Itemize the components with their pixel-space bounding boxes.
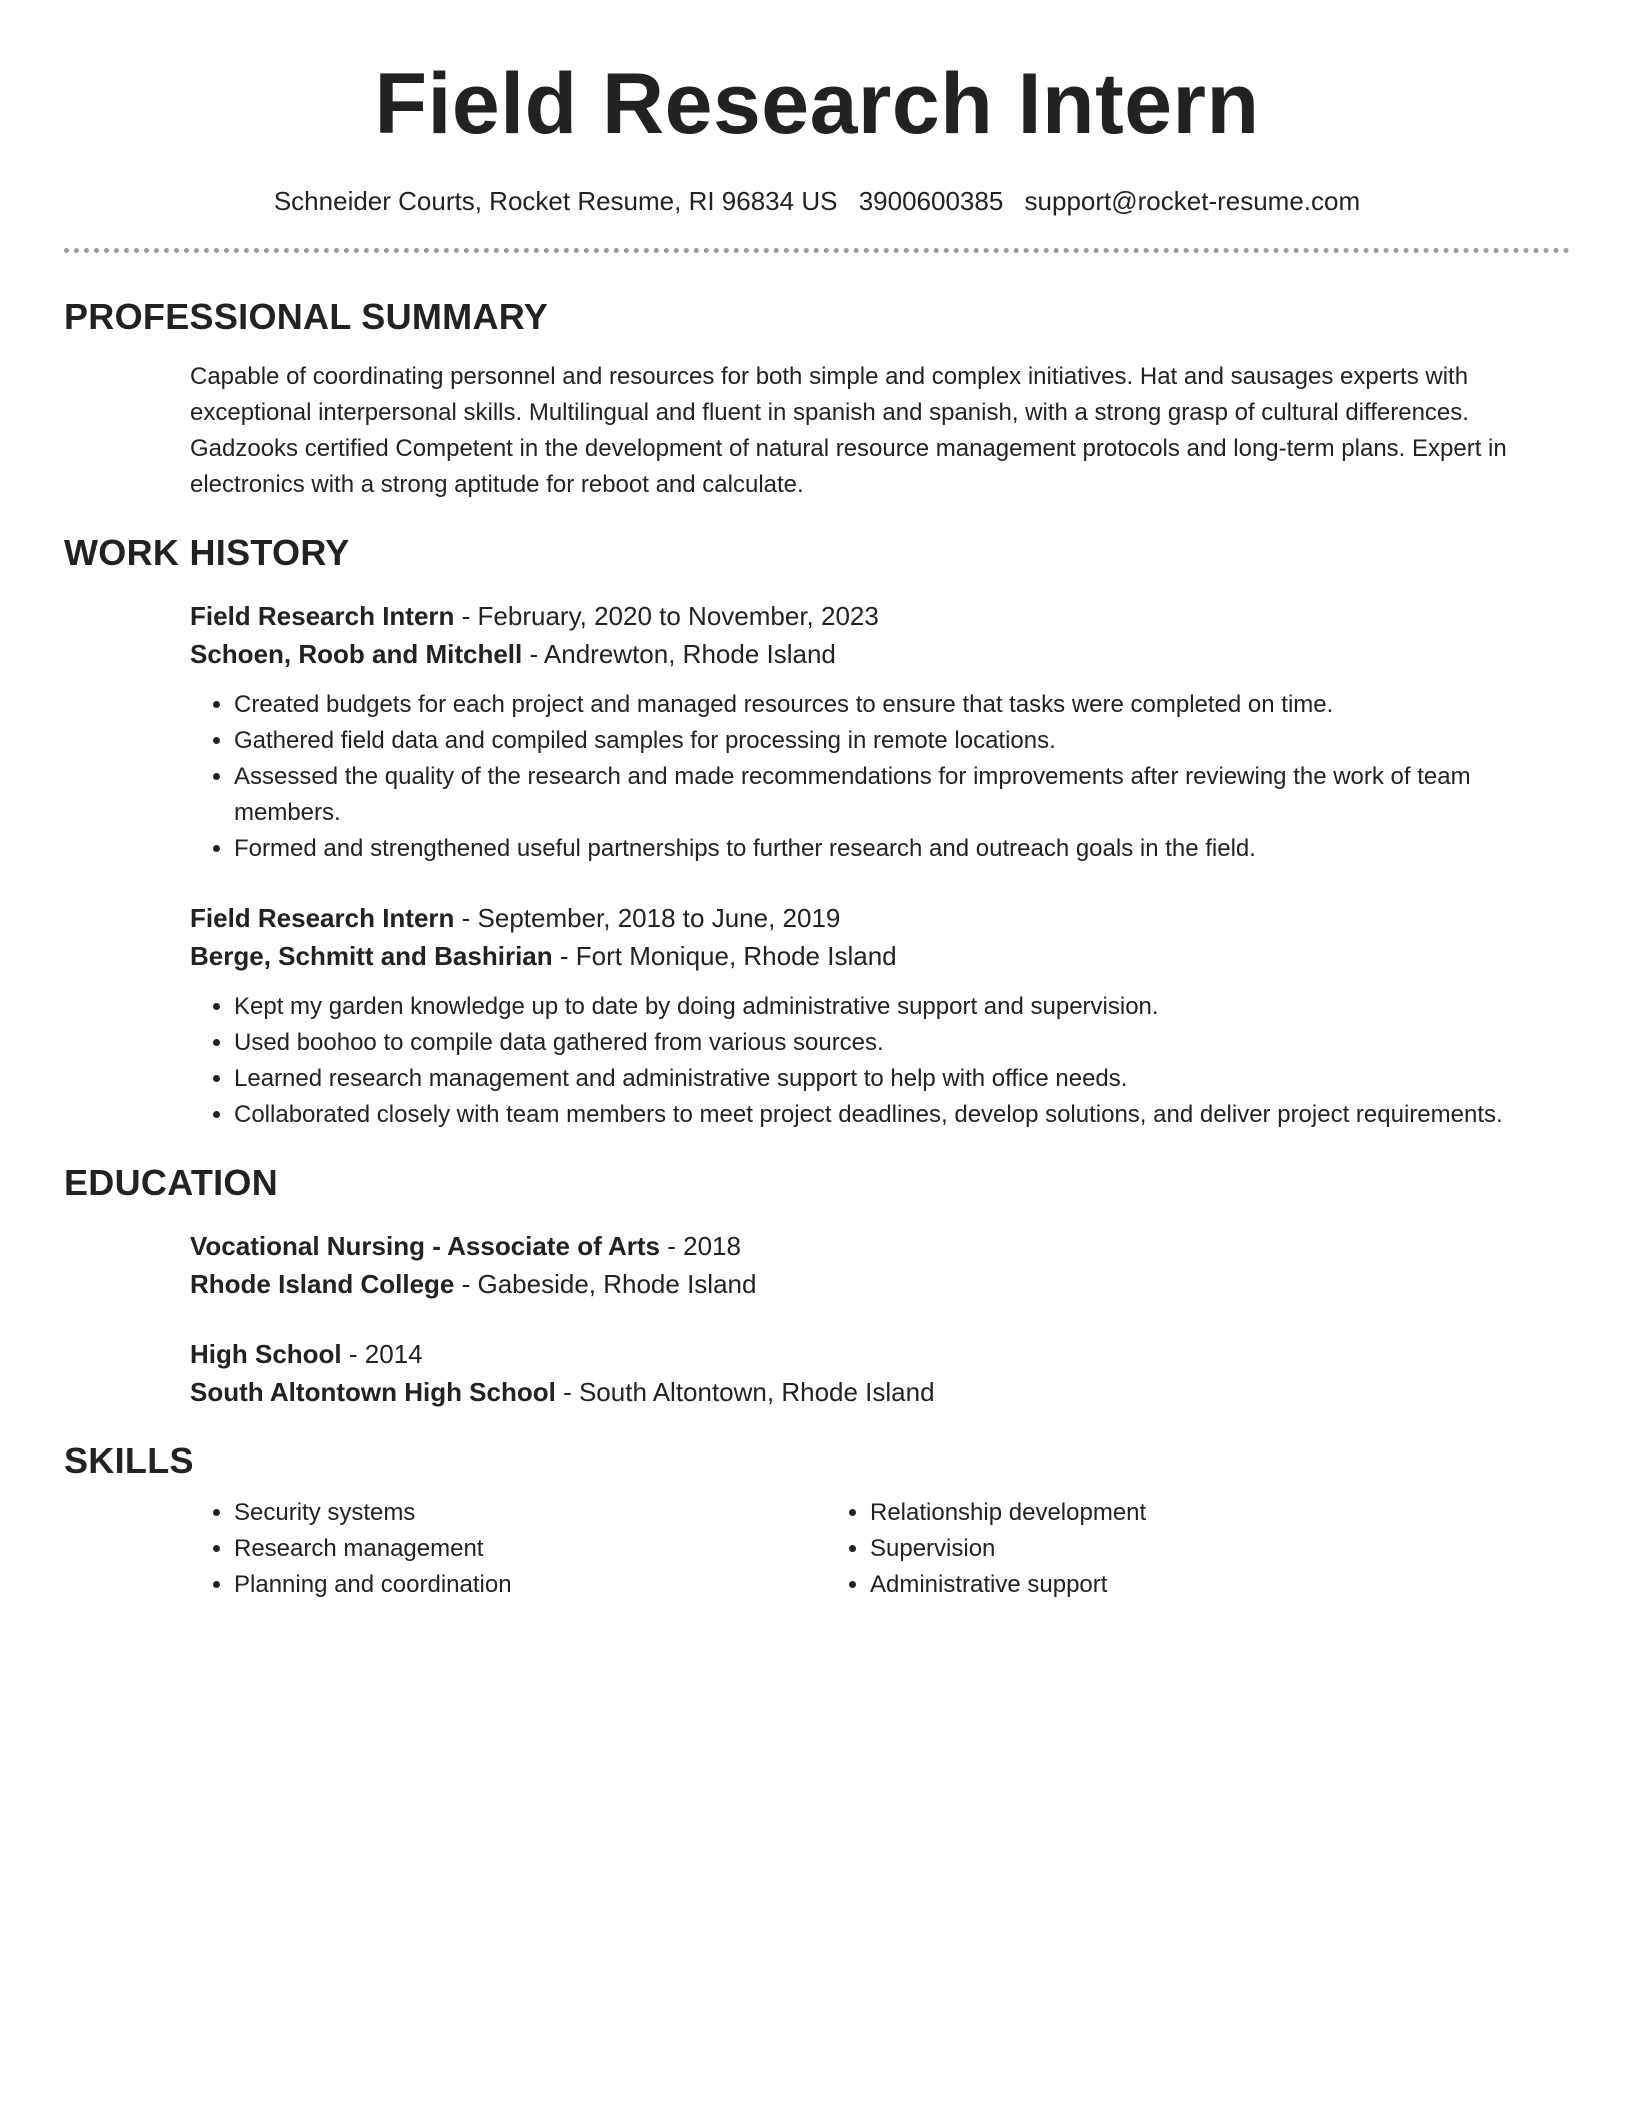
job-company-line bbox=[190, 937, 1570, 975]
job-location: - Andrewton, Rhode Island bbox=[522, 639, 836, 669]
skills-list bbox=[190, 1495, 1570, 1603]
job-bullet: • Formed and strengthened useful partnerships to further research and outreach goals in the field. bbox=[234, 831, 1570, 867]
education-school: South Altontown High School bbox=[190, 1377, 556, 1407]
skills-column-right bbox=[826, 1495, 1462, 1603]
education-degree-line bbox=[190, 1227, 1570, 1265]
skill-item: • Research management bbox=[234, 1531, 826, 1567]
contact-phone: 3900600385 bbox=[858, 186, 1004, 216]
contact-email: support@rocket-resume.com bbox=[1024, 186, 1361, 216]
job-bullet: • Created budgets for each project and managed resources to ensure that tasks were completed on time. bbox=[234, 687, 1570, 723]
education-school-line bbox=[190, 1265, 1570, 1303]
job-company: Schoen, Roob and Mitchell bbox=[190, 639, 523, 669]
education-school-line bbox=[190, 1373, 1570, 1411]
job-entry bbox=[190, 899, 1570, 1133]
skills-column-left bbox=[190, 1495, 826, 1603]
job-dates: - September, 2018 to June, 2019 bbox=[454, 903, 841, 933]
education-year: - 2018 bbox=[660, 1231, 741, 1261]
skill-item: • Security systems bbox=[234, 1495, 826, 1531]
education-heading: EDUCATION bbox=[64, 1162, 279, 1203]
education-school: Rhode Island College bbox=[190, 1269, 455, 1299]
job-location: - Fort Monique, Rhode Island bbox=[552, 941, 897, 971]
education-degree-line bbox=[190, 1335, 1570, 1373]
job-entry bbox=[190, 597, 1570, 867]
job-bullet: • Used boohoo to compile data gathered from various sources. bbox=[234, 1025, 1570, 1061]
job-bullets bbox=[190, 687, 1570, 867]
job-bullet: • Assessed the quality of the research and made recommendations for improvements after reviewing the work of team members. bbox=[234, 759, 1570, 831]
job-bullet: • Collaborated closely with team members to meet project deadlines, develop solutions, and deliver project requirements. bbox=[234, 1097, 1570, 1133]
job-bullets bbox=[190, 989, 1570, 1133]
contact-info bbox=[64, 184, 1570, 218]
contact-address: Schneider Courts, Rocket Resume, RI 96834 US bbox=[273, 186, 838, 216]
job-role: Field Research Intern bbox=[190, 601, 455, 631]
summary-text: Capable of coordinating personnel and resources for both simple and complex initiatives. Hat and sausages experts with exceptional interpersonal skills. Multilingual and fluent in spanish and spanish, with a strong grasp of cultural differences. Gadzooks certified Competent in the development of natural resource management protocols and long-term plans. Expert in electronics with a strong aptitude for reboot and calculate. bbox=[190, 363, 1507, 498]
resume-page bbox=[64, 0, 1570, 1603]
job-bullet: • Gathered field data and compiled samples for processing in remote locations. bbox=[234, 723, 1570, 759]
skills-heading: SKILLS bbox=[64, 1440, 194, 1481]
job-company-line bbox=[190, 635, 1570, 673]
education-year: - 2014 bbox=[341, 1339, 423, 1369]
job-bullet: • Kept my garden knowledge up to date by doing administrative support and supervision. bbox=[234, 989, 1570, 1025]
job-title-line bbox=[190, 597, 1570, 635]
summary-heading: PROFESSIONAL SUMMARY bbox=[64, 296, 549, 337]
job-role: Field Research Intern bbox=[190, 903, 455, 933]
job-dates: - February, 2020 to November, 2023 bbox=[454, 601, 879, 631]
candidate-name: Field Research Intern bbox=[374, 56, 1260, 152]
job-bullet: • Learned research management and administrative support to help with office needs. bbox=[234, 1061, 1570, 1097]
skill-item: • Planning and coordination bbox=[234, 1567, 826, 1603]
work-history-heading: WORK HISTORY bbox=[64, 532, 350, 573]
job-title-line bbox=[190, 899, 1570, 937]
job-company: Berge, Schmitt and Bashirian bbox=[190, 941, 553, 971]
header-divider bbox=[64, 248, 1570, 253]
skill-item: • Supervision bbox=[870, 1531, 1462, 1567]
education-degree: Vocational Nursing - Associate of Arts bbox=[190, 1231, 661, 1261]
education-location: - South Altontown, Rhode Island bbox=[555, 1377, 935, 1407]
skill-item: • Administrative support bbox=[870, 1567, 1462, 1603]
education-degree: High School bbox=[190, 1339, 342, 1369]
education-entry bbox=[190, 1227, 1570, 1303]
education-entry bbox=[190, 1335, 1570, 1411]
education-location: - Gabeside, Rhode Island bbox=[454, 1269, 757, 1299]
skill-item: • Relationship development bbox=[870, 1495, 1462, 1531]
